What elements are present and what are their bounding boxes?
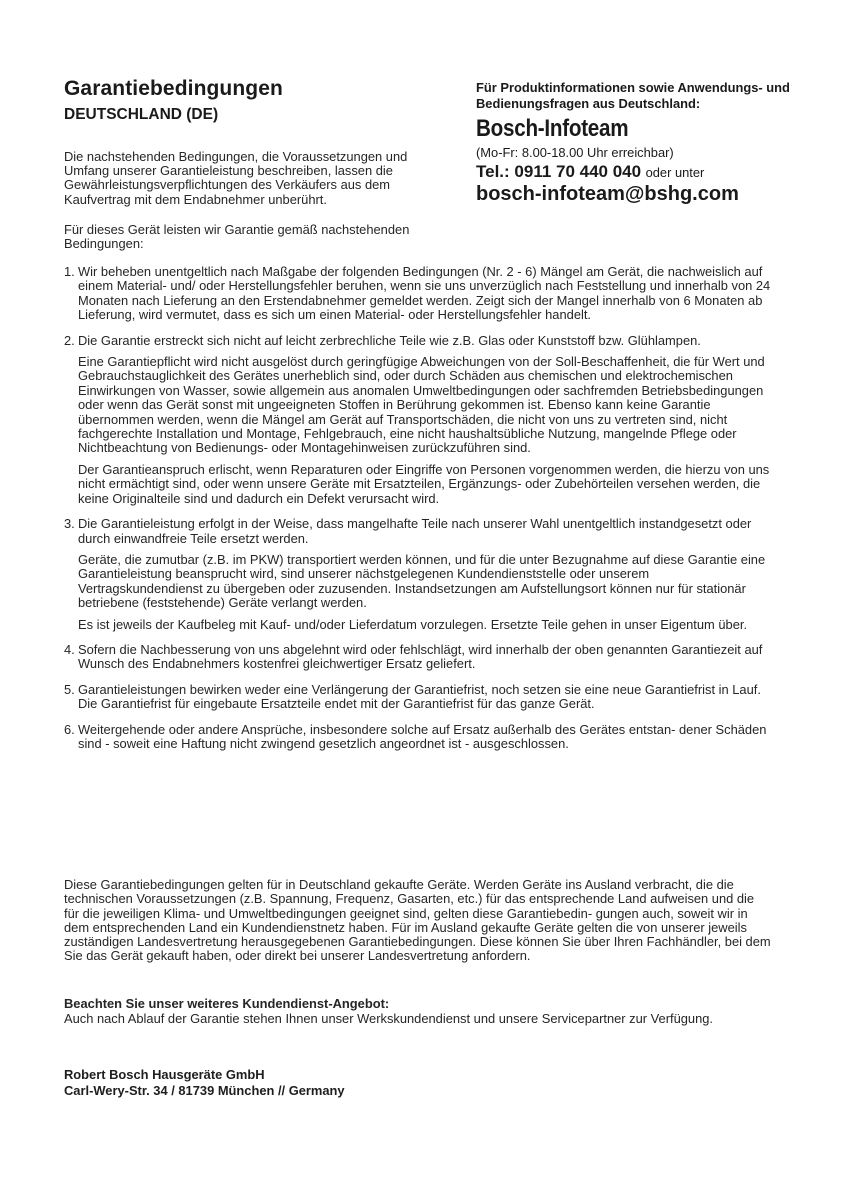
terms-list (64, 265, 772, 762)
term-item (64, 643, 772, 672)
term-number: 5. (64, 681, 75, 697)
term-paragraph: Sofern die Nachbesserung von uns abgelehnt wird oder fehlschlägt, wird innerhalb der oben genannten Garantiezeit auf Wunsch des Endabnehmers kostenfrei gleichwertiger Ersatz geliefert. (78, 641, 763, 672)
contact-team-name: Bosch-Infoteam (476, 115, 629, 142)
term-paragraph: Weitergehende oder andere Ansprüche, insbesondere solche auf Ersatz außerhalb des Gerätes entstan- dener Schäden sind - soweit eine Haftung nicht zwingend gesetzlich angeordnet ist - ausgeschlossen. (78, 721, 767, 751)
contact-phone[interactable]: Tel.: 0911 70 440 040 (476, 162, 642, 181)
contact-email[interactable]: bosch-infoteam@bshg.com (476, 183, 739, 205)
intro-paragraph-scope: Für dieses Gerät leisten wir Garantie gemäß nachstehenden Bedingungen: (64, 222, 410, 252)
term-number: 6. (64, 721, 75, 737)
term-number: 1. (64, 264, 75, 279)
contact-phone-line (476, 162, 806, 183)
validity-paragraph: Diese Garantiebedingungen gelten für in Deutschland gekaufte Geräte. Werden Geräte ins Ausland verbracht, die die technischen Voraussetzungen (z.B. Spannung, Frequenz, Gasarten, etc.) für das entsprechende Land aufweisen und die für die jeweiligen Klima- und Umweltbedingungen geeignet sind, gelten diese Garantiebedin- gungen auch, soweit wir in dem entsprechenden Land ein Kundendienstnetz haben. Für im Ausland gekaufte Geräte gelten die von unserer jeweils zuständigen Landesvertretung herausgegebenen Garantiebedingungen. Diese können Sie über Ihren Fachhändler, bei dem Sie das Gerät gekauft haben, oder direkt bei unserer Landesvertretung anfordern. (64, 877, 771, 964)
page-title: Garantiebedingungen (64, 77, 283, 100)
page-subtitle: DEUTSCHLAND (DE) (64, 106, 219, 123)
term-paragraph: Geräte, die zumutbar (z.B. im PKW) transportiert werden können, und für die unter Bezugnahme auf diese Garantie eine Garantieleistung beansprucht wird, sind unserer nächstgelegenen Kundendienststelle oder unserem Vertragskundendienst zu übergeben oder zuzusenden. Instandsetzungen am Aufstellungsort können nur für stationär betriebene (feststehende) Geräte verlangt werden. (78, 551, 766, 611)
contact-heading: Für Produktinformationen sowie Anwendungs- und Bedienungsfragen aus Deutschland: (476, 80, 790, 111)
term-item (64, 683, 772, 712)
term-paragraph: Wir beheben unentgeltlich nach Maßgabe der folgenden Bedingungen (Nr. 2 - 6) Mängel am Gerät, die nachweislich auf einem Material- und/ oder Herstellungsfehler beruhen, wenn sie uns unverzüglich nach Feststellung und innerhalb von 24 Monaten nach Lieferung an den Erstendabnehmer gemeldet werden. Zeigt sich der Mangel innerhalb von 6 Monaten ab Lieferung, wird vermutet, dass es sich um einen Material- oder Herstellungsfehler handelt. (78, 264, 771, 323)
term-number: 3. (64, 516, 75, 532)
term-paragraph: Der Garantieanspruch erlischt, wenn Reparaturen oder Eingriffe von Personen vorgenommen werden, die hierzu von uns nicht ermächtigt sind, oder wenn unsere Geräte mit Ersatzteilen, Ergänzungs- oder Zubehörteilen versehen werden, die keine Originalteile sind und dadurch ein Defekt verursacht wird. (78, 461, 770, 506)
contact-box (476, 80, 806, 205)
service-heading: Beachten Sie unser weiteres Kundendienst-Angebot: (64, 996, 390, 1011)
term-paragraph: Garantieleistungen bewirken weder eine Verlängerung der Garantiefrist, noch setzen sie eine neue Garantiefrist in Lauf. Die Garantiefrist für eingebaute Ersatzteile endet mit der Garantiefrist für das ganze Gerät. (78, 681, 761, 712)
contact-or-text: oder unter (645, 165, 705, 180)
term-number: 4. (64, 641, 75, 657)
company-address: Carl-Wery-Str. 34 / 81739 München // Germany (64, 1082, 345, 1098)
contact-hours: (Mo-Fr: 8.00-18.00 Uhr erreichbar) (476, 145, 674, 160)
term-item (64, 517, 772, 632)
company-name: Robert Bosch Hausgeräte GmbH (64, 1067, 265, 1082)
term-paragraph: Die Garantie erstreckt sich nicht auf leicht zerbrechliche Teile wie z.B. Glas oder Kunststoff bzw. Glühlampen. (78, 332, 701, 348)
service-text: Auch nach Ablauf der Garantie stehen Ihnen unser Werkskundendienst und unsere Servicepartner zur Verfügung. (64, 1011, 713, 1026)
term-item (64, 265, 772, 323)
term-number: 2. (64, 332, 75, 348)
service-offer (64, 996, 772, 1026)
intro-paragraph: Die nachstehenden Bedingungen, die Voraussetzungen und Umfang unserer Garantieleistung beschreiben, lassen die Gewährleistungsverpflichtungen des Verkäufers aus dem Kaufvertrag mit dem Endabnehmer unberührt. (64, 149, 408, 207)
term-paragraph: Eine Garantiepflicht wird nicht ausgelöst durch geringfügige Abweichungen von der Soll-Beschaffenheit, die für Wert und Gebrauchstauglichkeit des Gerätes unerheblich sind, oder durch Schäden aus chemischen und elektrochemischen Einwirkungen von Wasser, sowie allgemein aus anomalen Umweltbedingungen oder sachfremden Betriebsbedingungen oder wenn das Gerät sonst mit ungeeigneten Stoffen in Berührung gekommen ist. Ebenso kann keine Garantie übernommen werden, wenn die Mängel am Gerät auf Transportschäden, die nicht von uns zu vertreten sind, nicht fachgerechte Installation und Montage, Fehlgebrauch, eine nicht haushaltsübliche Nutzung, mangelnde Pflege oder Nichtbeachtung von Bedienungs- oder Montagehinweisen zurückzuführen sind. (78, 354, 765, 456)
term-paragraph: Die Garantieleistung erfolgt in der Weise, dass mangelhafte Teile nach unserer Wahl unentgeltlich instandgesetzt oder durch einwandfreie Teile ersetzt werden. (78, 516, 752, 546)
term-item (64, 723, 772, 752)
company-address-block (64, 1067, 345, 1098)
term-paragraph: Es ist jeweils der Kaufbeleg mit Kauf- und/oder Lieferdatum vorzulegen. Ersetzte Teile gehen in unser Eigentum über. (78, 616, 748, 632)
term-item (64, 334, 772, 506)
